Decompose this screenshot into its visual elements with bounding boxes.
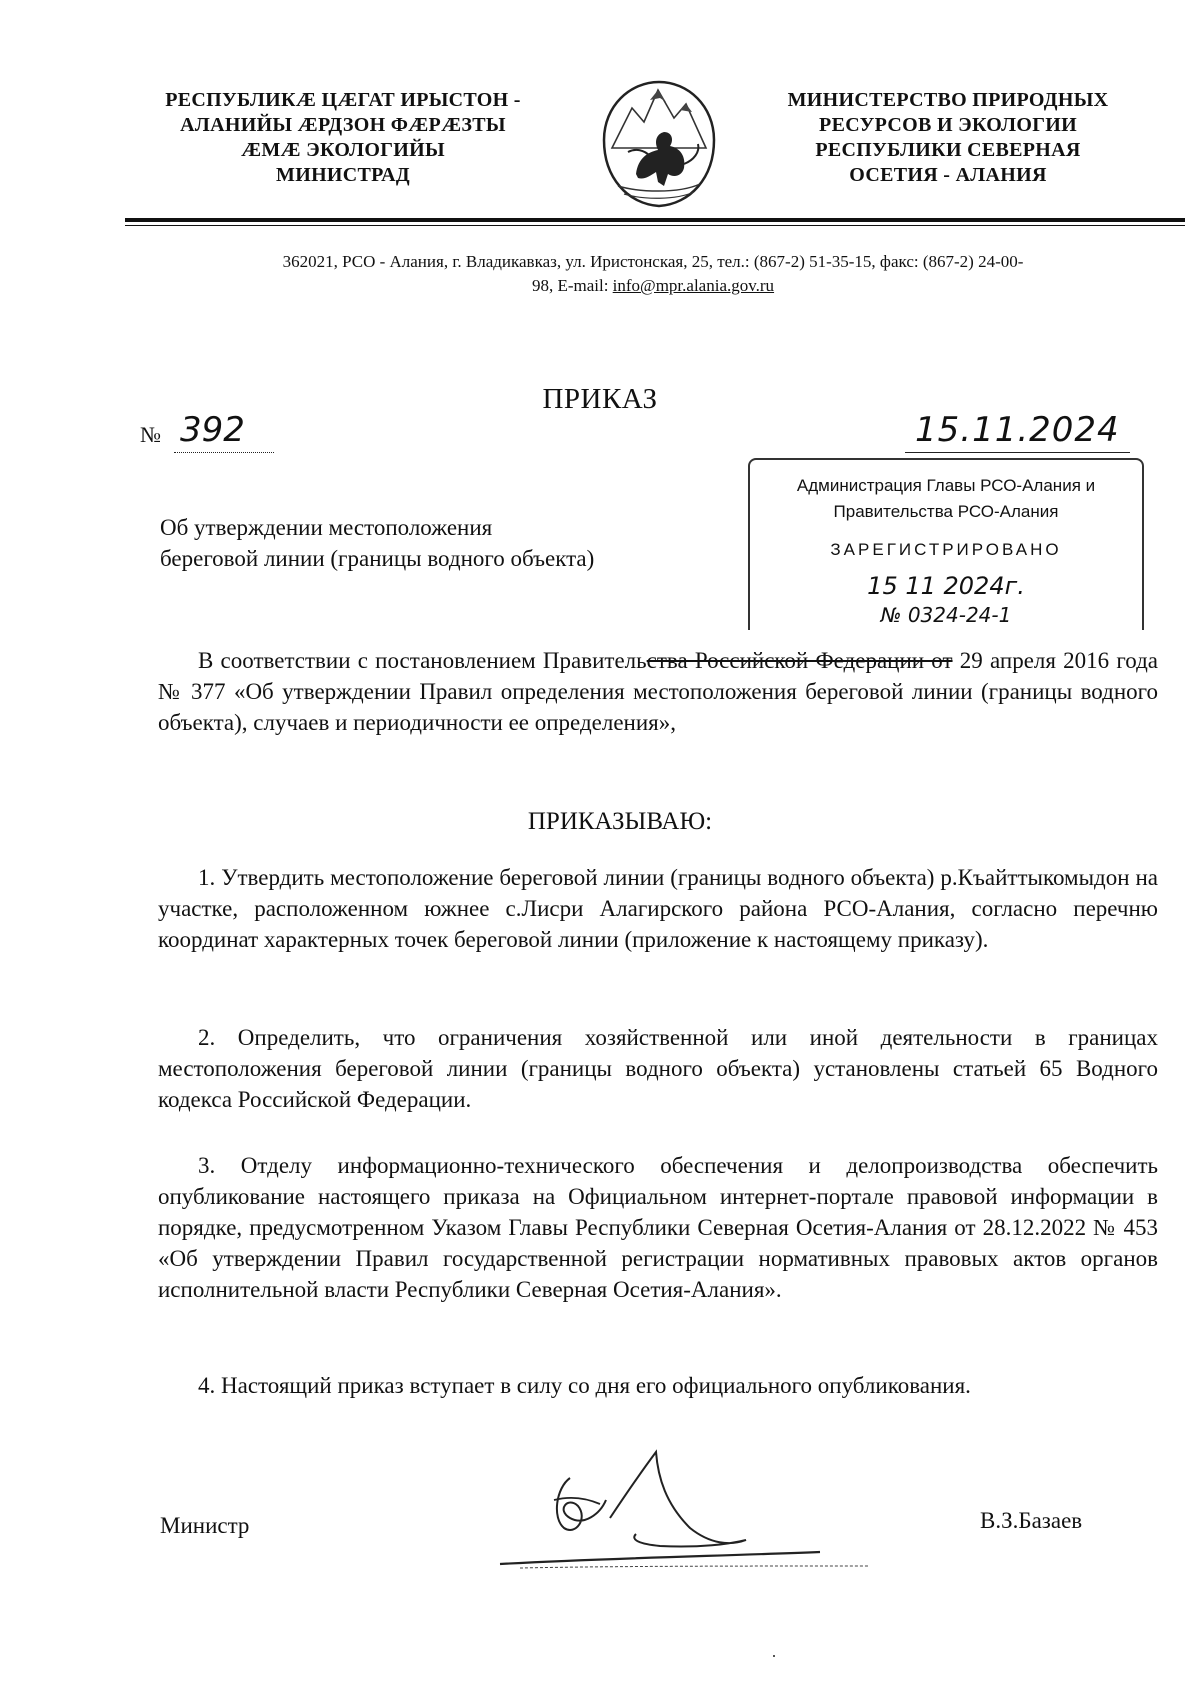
subject-line: Об утверждении местоположения (160, 515, 493, 540)
header-right-line: РЕСУРСОВ И ЭКОЛОГИИ (819, 114, 1077, 136)
address-line: 362021, РСО - Алания, г. Владикавказ, ул. Иристонская, 25, тел.: (867-2) 51-35-15, факс: (867-2) 24-00- (282, 252, 1024, 271)
registration-stamp (748, 458, 1144, 630)
order-item-3 (158, 1150, 1158, 1305)
signatory-name: В.З.Базаев (980, 1508, 1083, 1533)
stamp-org-line: Правительства РСО-Алания (833, 502, 1059, 521)
order-item-1 (158, 862, 1158, 955)
address-line-2 (128, 274, 1178, 298)
document-title: ПРИКАЗ (542, 383, 658, 415)
preamble-struck-text: ства Российской Федерации от (646, 648, 953, 673)
order-item-text: 3. Отделу информационно-технического обеспечения и делопроизводства обеспечить опубликование настоящего приказа на Официальном интернет-портале правовой информации в порядке, предусмотренном Указом Главы Республики Северная Осетия-Алания от 28.12.2022 № 453 «Об утверждении Правил государственной регистрации нормативных правовых актов органов исполнительной власти Республики Северная Осетия-Алания». (158, 1153, 1158, 1302)
order-item-text: 4. Настоящий приказ вступает в силу со дня его официального опубликования. (198, 1373, 971, 1398)
preamble-paragraph (158, 645, 1158, 738)
coat-of-arms-emblem-icon (598, 78, 720, 210)
stamp-date: 15 11 2024г. (867, 572, 1025, 600)
signatory-title: Министр (160, 1513, 250, 1538)
header-russian-name (748, 88, 1148, 188)
order-subject (160, 512, 720, 574)
header-divider-thin (125, 225, 1185, 226)
order-date: 15.11.2024 (915, 410, 1120, 450)
header-right-line: РЕСПУБЛИКИ СЕВЕРНАЯ (815, 139, 1081, 161)
order-number: 392 (180, 410, 245, 450)
order-item-text: 1. Утвердить местоположение береговой линии (границы водного объекта) р.Къайттыкомыдон на участке, расположенном южнее с.Лисри Алагирского района РСО-Алания, согласно перечню координат характерных точек береговой линии (приложение к настоящему приказу). (158, 865, 1158, 952)
stamp-reg-label: № (880, 603, 902, 627)
handwritten-signature-icon (460, 1448, 920, 1578)
email-link[interactable]: info@mpr.alania.gov.ru (612, 276, 775, 295)
scan-artifact (773, 1655, 775, 1657)
stamp-reg-number (750, 603, 1142, 627)
header-ossetian-name (118, 88, 568, 188)
header-right-line: МИНИСТЕРСТВО ПРИРОДНЫХ (787, 89, 1109, 111)
stamp-reg-value: 0324-24-1 (907, 603, 1012, 627)
header-right-line: ОСЕТИЯ - АЛАНИЯ (849, 164, 1047, 186)
preamble-text: 29 апреля 2016 года № 377 «Об утверждении Правил определения местоположения береговой линии (границы водного объекта), случаев и периодичности ее определения», (158, 648, 1158, 735)
ministry-address (128, 250, 1178, 298)
header-divider-thick (125, 218, 1185, 222)
stamp-org-line: Администрация Главы РСО-Алания и (796, 476, 1096, 495)
header-left-line: МИНИСТРАД (276, 164, 410, 186)
preamble-text: В соответствии с постановлением Правитель (198, 648, 647, 673)
header-left-line: ÆМÆ ЭКОЛОГИЙЫ (241, 139, 445, 161)
order-item-text: 2. Определить, что ограничения хозяйственной или иной деятельности в границах местоположения береговой линии (границы водного объекта) установлены статьей 65 Водного кодекса Российской Федерации. (158, 1025, 1158, 1112)
stamp-status: ЗАРЕГИСТРИРОВАНО (830, 540, 1062, 559)
order-number-underline (174, 452, 274, 453)
order-directive-heading: ПРИКАЗЫВАЮ: (527, 808, 713, 835)
order-item-2 (158, 1022, 1158, 1115)
header-left-line: АЛАНИЙЫ ÆРДЗОН ФÆРÆЗТЫ (180, 114, 506, 136)
order-date-underline (905, 452, 1130, 453)
header-left-line: РЕСПУБЛИКÆ ЦÆГАТ ИРЫСТОН - (165, 89, 521, 111)
subject-line: береговой линии (границы водного объекта) (160, 546, 595, 571)
order-item-4 (158, 1370, 1158, 1401)
address-line-prefix: 98, E-mail: (531, 276, 613, 295)
order-number-label: № (140, 422, 161, 447)
